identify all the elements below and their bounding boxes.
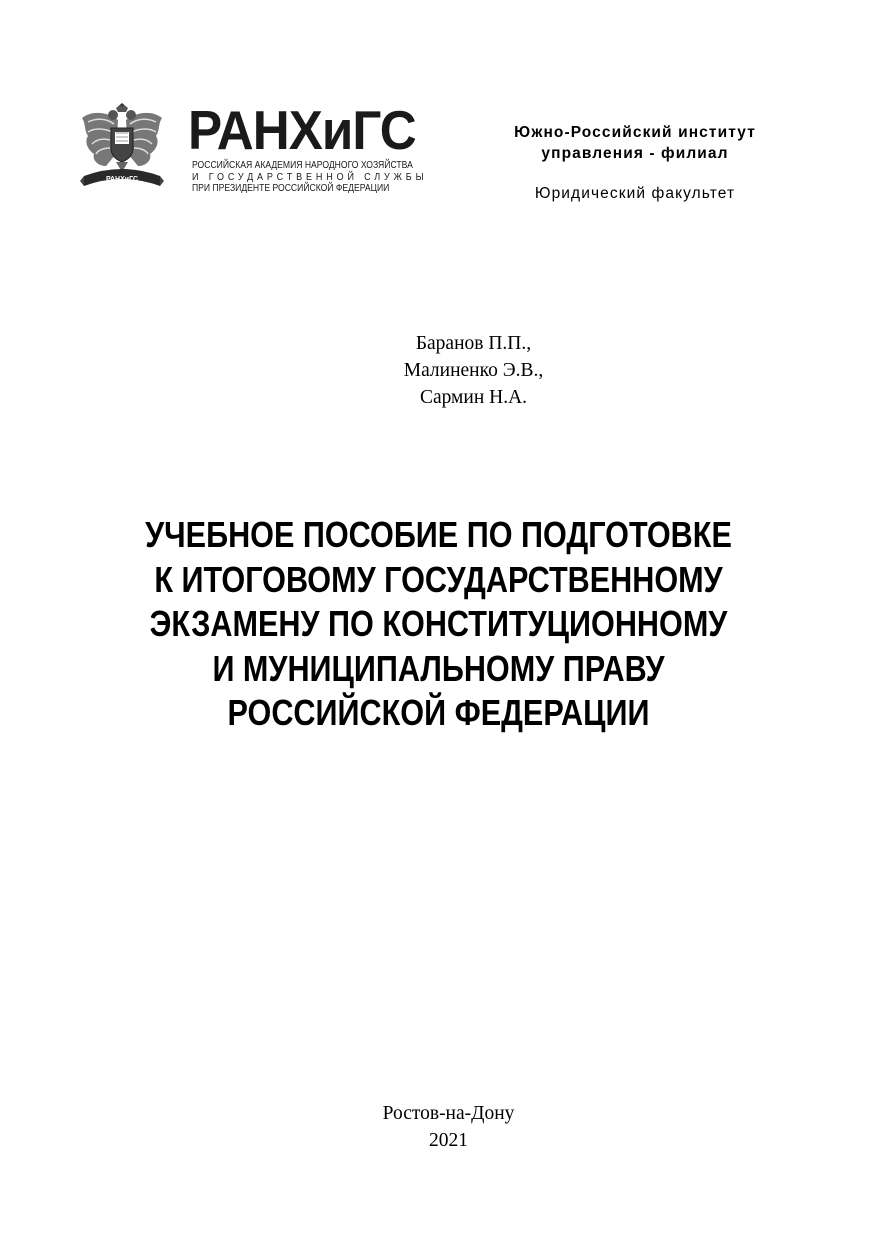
publication-year: 2021 [429,1130,468,1151]
title-line: К ИТОГОВОМУ ГОСУДАРСТВЕННОМУ [154,558,723,600]
author-name: Малиненко Э.В., [403,360,544,381]
title-line: РОССИЙСКОЙ ФЕДЕРАЦИИ [227,692,650,733]
institute-name-line-1: Южно-Российский институт [514,124,756,141]
author-name: Сармин Н.А. [419,387,528,408]
double-headed-eagle-emblem-icon [80,102,164,194]
brand-name: РАНХиГС [188,99,416,161]
institute-name-line-2: управления - филиал [541,145,729,162]
imprint [0,1100,877,1154]
publication-city: Ростов-на-Дону [382,1103,515,1124]
brand-line-1: РОССИЙСКАЯ АКАДЕМИЯ НАРОДНОГО ХОЗЯЙСТВА [192,160,413,171]
brand-line-2: И ГОСУДАРСТВЕННОЙ СЛУЖБЫ [192,171,428,183]
authors-list [0,330,877,411]
document-title [0,513,877,736]
ranepa-logo [80,100,455,196]
institute-block [470,122,800,204]
title-line: ЭКЗАМЕНУ ПО КОНСТИТУЦИОННОМУ [149,603,728,644]
title-line: И МУНИЦИПАЛЬНОМУ ПРАВУ [212,647,665,689]
author-name: Баранов П.П., [415,333,532,354]
brand-line-3: ПРИ ПРЕЗИДЕНТЕ РОССИЙСКОЙ ФЕДЕРАЦИИ [192,183,390,194]
faculty-name: Юридический факультет [534,185,736,202]
svg-text:РАНХиГС: РАНХиГС [105,176,139,183]
title-line: УЧЕБНОЕ ПОСОБИЕ ПО ПОДГОТОВКЕ [145,514,732,555]
